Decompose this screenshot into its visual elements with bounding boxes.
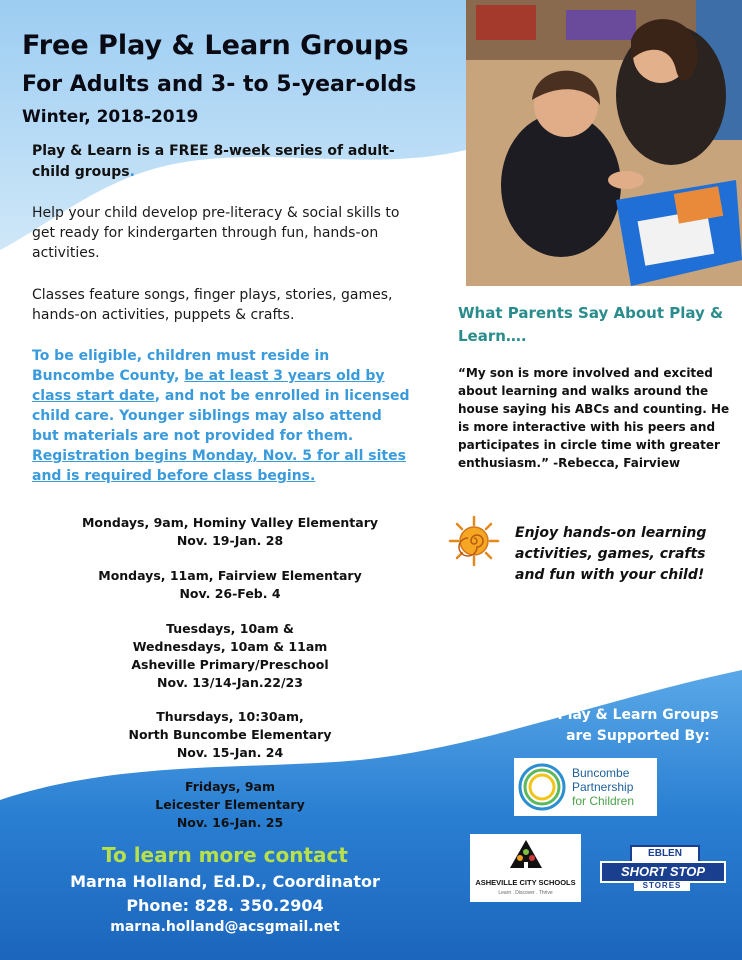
schedule-line: Wednesdays, 10am & 11am <box>132 639 328 654</box>
parents-heading: What Parents Say About Play & Learn…. <box>458 304 724 345</box>
buncombe-partnership-logo <box>514 758 657 816</box>
coordinator-name: Marna Holland, Ed.D., Coordinator <box>70 872 380 891</box>
schedule-line: Mondays, 9am, Hominy Valley Elementary <box>81 515 379 530</box>
acs-tagline: Learn . Discover . Thrive <box>498 890 553 896</box>
parent-quote: “My son is more involved and excited about learning and walks around the house saying his ABCs and counting. He is more interactive with his peers and participates in circle time with greater enthusiasm.” -Rebecca, Fairview <box>458 366 730 470</box>
phone-number[interactable]: Phone: 828. 350.2904 <box>126 896 324 915</box>
page-title: Free Play & Learn Groups <box>22 30 409 61</box>
asheville-city-schools-logo <box>470 834 581 902</box>
description-paragraph: Help your child develop pre-literacy & social skills to get ready for kindergarten through fun, hands-on activities. <box>32 205 400 261</box>
schedule-item <box>60 778 400 832</box>
schedule-item <box>60 620 400 692</box>
short-stop-word: SHORT STOP <box>600 861 726 883</box>
classes-paragraph: Classes feature songs, finger plays, stories, games, hands-on activities, puppets & crafts. <box>32 287 393 323</box>
page-subtitle: For Adults and 3- to 5-year-olds <box>22 72 417 97</box>
email-address[interactable]: marna.holland@acsgmail.net <box>110 919 340 935</box>
eblen-short-stop-logo <box>600 845 726 893</box>
schedule-line: Nov. 13/14-Jan.22/23 <box>157 675 303 690</box>
schedule-line: Nov. 26-Feb. 4 <box>179 586 281 601</box>
schedule-line: Nov. 19-Jan. 28 <box>176 533 284 548</box>
eligibility-part3: , and not be enrolled in licensed child care. Younger siblings may also attend but materials are not provided for them. <box>32 388 410 444</box>
stores-word: STORES <box>634 881 690 891</box>
schedule-item <box>60 514 400 550</box>
classroom-photo <box>466 0 742 286</box>
sun-icon <box>448 515 500 567</box>
schedule-line: North Buncombe Elementary <box>128 727 332 742</box>
contact-heading: To learn more contact <box>102 843 348 867</box>
eligibility-text <box>32 346 412 486</box>
schedule-item <box>60 708 400 762</box>
intro-text <box>32 141 422 183</box>
registration-link[interactable]: Registration begins Monday, Nov. 5 for all sites and is required before class begins. <box>32 448 406 484</box>
intro-main: Play & Learn is a FREE 8-week series of adult-child groups <box>32 143 395 180</box>
enjoy-text: Enjoy hands-on learning activities, games, crafts and fun with your child! <box>515 525 707 583</box>
for-children-word: for Children <box>572 794 635 808</box>
schedule-line: Nov. 15-Jan. 24 <box>176 745 284 760</box>
schedule-line: Thursdays, 10:30am, <box>156 709 304 724</box>
eblen-word: EBLEN <box>630 845 700 863</box>
intro-end: . <box>129 164 135 180</box>
eligibility-part1: To be eligible, children must reside in Buncombe County, <box>32 348 330 384</box>
season-label: Winter, 2018-2019 <box>22 107 199 127</box>
photo-illustration <box>466 0 742 286</box>
eligibility-age-link[interactable]: be at least 3 years old by class start date <box>32 368 385 404</box>
schedule-line: Fridays, 9am <box>184 779 276 794</box>
schedule-line: Leicester Elementary <box>155 797 305 812</box>
tree-icon <box>508 838 544 872</box>
schedule-item <box>60 567 400 603</box>
schedule-line: Tuesdays, 10am & <box>166 621 294 636</box>
schedule-line: Nov. 16-Jan. 25 <box>176 815 284 830</box>
schedule-line: Mondays, 11am, Fairview Elementary <box>98 568 362 583</box>
supporters-heading: Play & Learn Groups are Supported By: <box>557 707 719 744</box>
buncombe-logo-text <box>572 766 634 808</box>
schedule-line: Asheville Primary/Preschool <box>131 657 329 672</box>
partnership-word: Partnership <box>572 780 634 794</box>
buncombe-word: Buncombe <box>572 766 630 780</box>
acs-logo-text: ASHEVILLE CITY SCHOOLS <box>475 878 576 887</box>
